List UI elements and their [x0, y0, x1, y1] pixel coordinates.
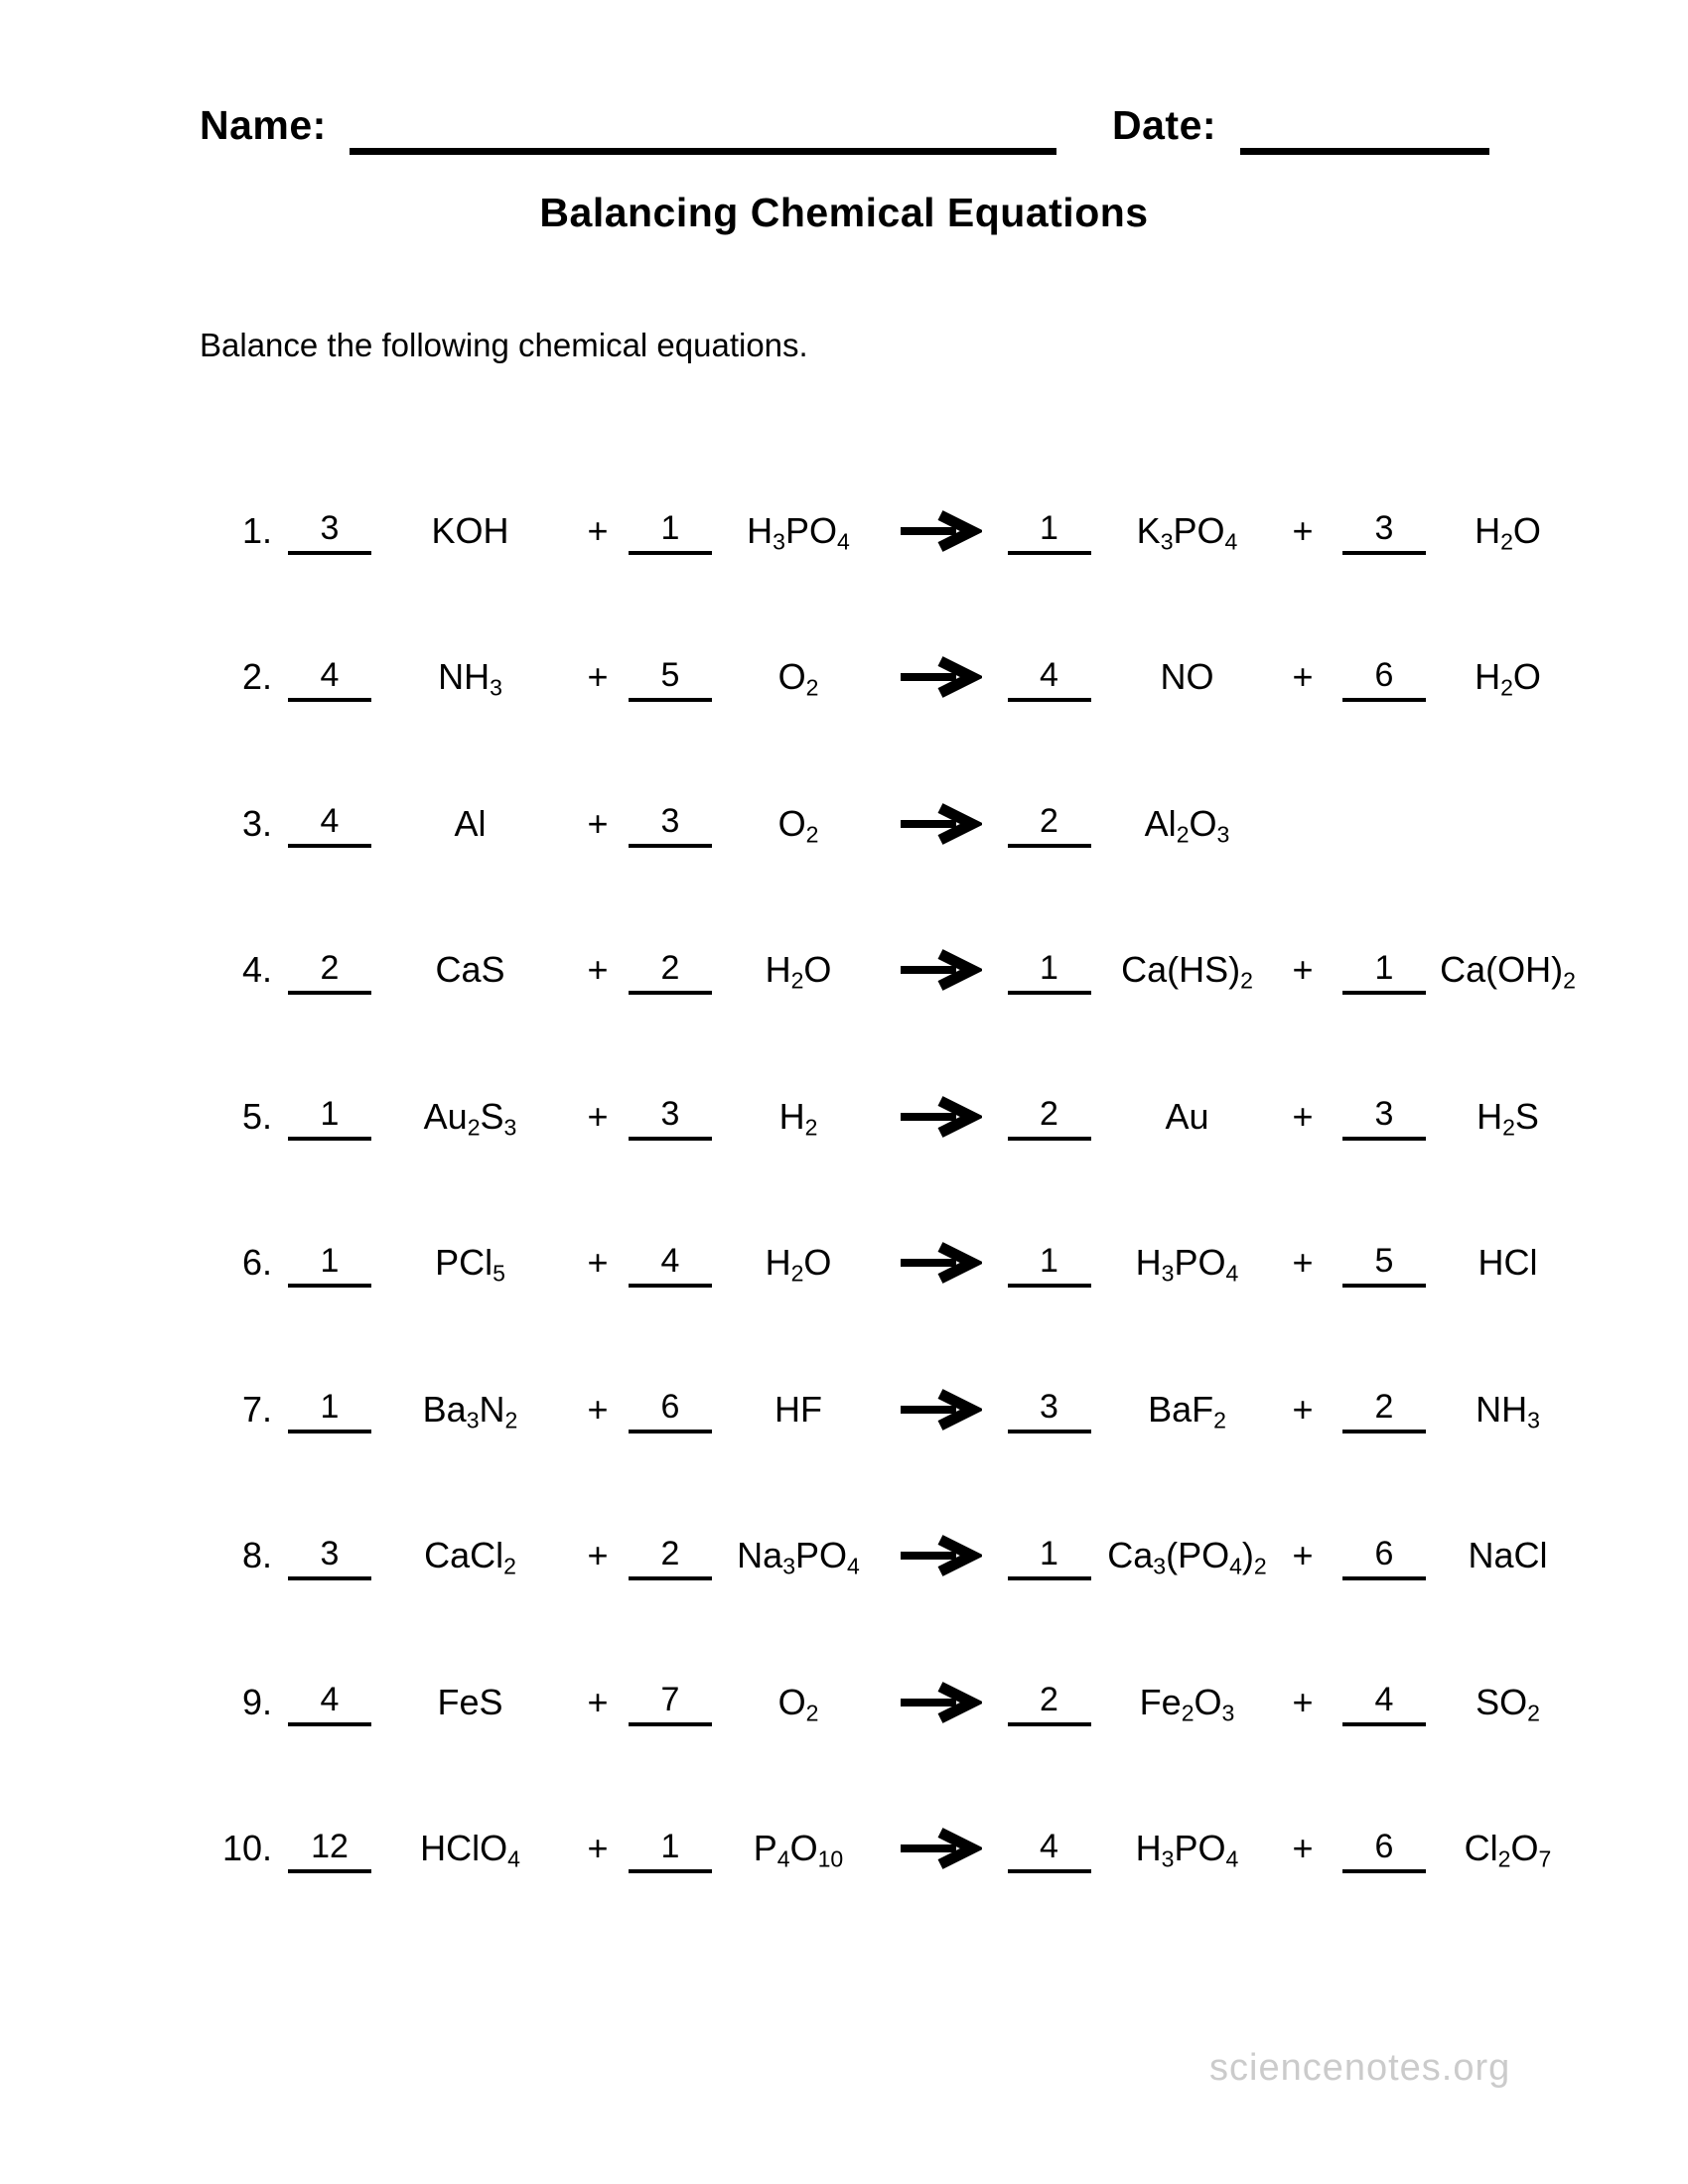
- coefficient-blank[interactable]: 3: [629, 1095, 712, 1141]
- reaction-arrow: [886, 949, 996, 991]
- coefficient-blank[interactable]: 1: [288, 1388, 371, 1433]
- chemical-formula: $NH_3$: [1476, 1388, 1540, 1433]
- coefficient-blank[interactable]: 1: [288, 1095, 371, 1141]
- coefficient-blank[interactable]: 2: [629, 949, 712, 995]
- coefficient-blank[interactable]: 4: [1008, 1828, 1091, 1873]
- equation-number: 1.: [241, 509, 272, 551]
- reaction-arrow: [886, 656, 996, 698]
- plus-sign: +: [587, 1095, 609, 1137]
- coefficient-blank[interactable]: 6: [1342, 1535, 1426, 1580]
- equation-row: [199, 1629, 1581, 1776]
- coefficient-blank[interactable]: 1: [1008, 1535, 1091, 1580]
- chemical-formula: $Na_3PO_4$: [737, 1535, 860, 1579]
- chemical-formula: PCl$_5$: [435, 1242, 505, 1287]
- coefficient-blank[interactable]: 6: [1342, 1828, 1426, 1873]
- chemical-formula: $Ba_3N_2$: [422, 1388, 518, 1433]
- plus-sign: +: [1292, 1535, 1314, 1576]
- date-input-line[interactable]: [1240, 109, 1489, 155]
- reaction-arrow: [886, 1389, 996, 1431]
- plus-sign: +: [1292, 1681, 1314, 1722]
- chemical-formula: $NH_3$: [438, 656, 502, 701]
- equations-list: [199, 458, 1581, 1922]
- name-input-line[interactable]: [350, 109, 1056, 155]
- chemical-formula: $H_2O$: [1475, 656, 1541, 701]
- name-label: Name:: [200, 102, 327, 148]
- coefficient-blank[interactable]: 1: [1008, 949, 1091, 995]
- equation-row: [199, 1043, 1581, 1190]
- equation-number: 2.: [241, 656, 272, 698]
- plus-sign: +: [587, 802, 609, 844]
- right-arrow-icon: [901, 803, 982, 845]
- right-arrow-icon: [901, 1828, 982, 1869]
- coefficient-blank[interactable]: 3: [288, 509, 371, 555]
- coefficient-blank[interactable]: 4: [629, 1242, 712, 1288]
- right-arrow-icon: [901, 1096, 982, 1138]
- coefficient-blank[interactable]: 3: [1342, 1095, 1426, 1141]
- equation-row: [199, 605, 1581, 751]
- chemical-formula: $H_2O$: [765, 949, 832, 994]
- coefficient-blank[interactable]: 4: [288, 656, 371, 702]
- chemical-formula: $H_3PO_4$: [1135, 1828, 1239, 1872]
- equation-number: 10.: [221, 1828, 272, 1869]
- equation-number: 8.: [241, 1535, 272, 1576]
- coefficient-blank[interactable]: 1: [1342, 949, 1426, 995]
- reaction-arrow: [886, 1828, 996, 1869]
- coefficient-blank[interactable]: 4: [1008, 656, 1091, 702]
- chemical-formula: NO: [1160, 656, 1214, 698]
- equation-row: [199, 458, 1581, 605]
- equation-number: 6.: [241, 1242, 272, 1284]
- coefficient-blank[interactable]: 12: [288, 1828, 371, 1873]
- chemical-formula: $Ca_3(PO_4)_2$: [1107, 1535, 1267, 1579]
- chemical-formula: KOH: [431, 509, 509, 551]
- chemical-formula: BaF$_2$: [1148, 1388, 1226, 1433]
- equation-number: 9.: [241, 1681, 272, 1722]
- date-label: Date:: [1112, 102, 1217, 148]
- equation-number: 3.: [241, 802, 272, 844]
- chemical-formula: HClO$_4$: [420, 1828, 520, 1872]
- equation-number: 5.: [241, 1095, 272, 1137]
- coefficient-blank[interactable]: 2: [1008, 802, 1091, 848]
- chemical-formula: CaS: [435, 949, 505, 991]
- chemical-formula: $O_2$: [777, 802, 819, 848]
- coefficient-blank[interactable]: 4: [288, 1681, 371, 1726]
- plus-sign: +: [1292, 1828, 1314, 1869]
- plus-sign: +: [587, 1535, 609, 1576]
- coefficient-blank[interactable]: 2: [629, 1535, 712, 1580]
- plus-sign: +: [587, 656, 609, 698]
- chemical-formula: $Al_2O_3$: [1144, 802, 1230, 848]
- right-arrow-icon: [901, 1682, 982, 1723]
- reaction-arrow: [886, 803, 996, 845]
- coefficient-blank[interactable]: 2: [288, 949, 371, 995]
- plus-sign: +: [587, 949, 609, 991]
- equation-number: 7.: [241, 1388, 272, 1430]
- plus-sign: +: [587, 509, 609, 551]
- equation-row: [199, 1483, 1581, 1630]
- coefficient-blank[interactable]: 1: [629, 509, 712, 555]
- plus-sign: +: [1292, 949, 1314, 991]
- coefficient-blank[interactable]: 2: [1342, 1388, 1426, 1433]
- coefficient-blank[interactable]: 2: [1008, 1681, 1091, 1726]
- coefficient-blank[interactable]: 7: [629, 1681, 712, 1726]
- chemical-formula: FeS: [437, 1681, 503, 1722]
- chemical-formula: $O_2$: [777, 656, 819, 701]
- plus-sign: +: [1292, 509, 1314, 551]
- chemical-formula: $K_3PO_4$: [1136, 509, 1238, 555]
- right-arrow-icon: [901, 949, 982, 991]
- coefficient-blank[interactable]: 2: [1008, 1095, 1091, 1141]
- plus-sign: +: [587, 1388, 609, 1430]
- chemical-formula: $P_4O_{10}$: [753, 1828, 844, 1872]
- chemical-formula: Al: [454, 802, 487, 844]
- coefficient-blank[interactable]: 4: [1342, 1681, 1426, 1726]
- plus-sign: +: [587, 1828, 609, 1869]
- chemical-formula: $H_3PO_4$: [1135, 1242, 1239, 1287]
- coefficient-blank[interactable]: 6: [1342, 656, 1426, 702]
- right-arrow-icon: [901, 1535, 982, 1576]
- equation-row: [199, 1190, 1581, 1337]
- coefficient-blank[interactable]: 1: [288, 1242, 371, 1288]
- chemical-formula: $H_3PO_4$: [747, 509, 850, 555]
- plus-sign: +: [1292, 656, 1314, 698]
- coefficient-blank[interactable]: 3: [1342, 509, 1426, 555]
- right-arrow-icon: [901, 1389, 982, 1431]
- equation-row: [199, 1336, 1581, 1483]
- right-arrow-icon: [901, 656, 982, 698]
- coefficient-blank[interactable]: 3: [1008, 1388, 1091, 1433]
- chemical-formula: HF: [774, 1388, 822, 1430]
- chemical-formula: CaCl$_2$: [424, 1535, 516, 1579]
- equation-number: 4.: [241, 949, 272, 991]
- chemical-formula: $Au_2S_3$: [423, 1095, 517, 1141]
- chemical-formula: $Ca(OH)_2$: [1440, 949, 1576, 994]
- chemical-formula: $Fe_2O_3$: [1139, 1681, 1235, 1726]
- right-arrow-icon: [901, 1242, 982, 1284]
- plus-sign: +: [1292, 1388, 1314, 1430]
- chemical-formula: $H_2O$: [1475, 509, 1541, 555]
- reaction-arrow: [886, 1535, 996, 1576]
- chemical-formula: $O_2$: [777, 1681, 819, 1726]
- reaction-arrow: [886, 510, 996, 552]
- equation-row: [199, 1776, 1581, 1923]
- coefficient-blank[interactable]: 6: [629, 1388, 712, 1433]
- page-title: Balancing Chemical Equations: [539, 190, 1149, 235]
- chemical-formula: $SO_2$: [1476, 1681, 1540, 1726]
- coefficient-blank[interactable]: 5: [1342, 1242, 1426, 1288]
- coefficient-blank[interactable]: 3: [629, 802, 712, 848]
- reaction-arrow: [886, 1682, 996, 1723]
- equation-row: [199, 751, 1581, 897]
- coefficient-blank[interactable]: 1: [629, 1828, 712, 1873]
- coefficient-blank[interactable]: 5: [629, 656, 712, 702]
- chemical-formula: NaCl: [1468, 1535, 1548, 1576]
- plus-sign: +: [1292, 1095, 1314, 1137]
- watermark-text: sciencenotes.org: [1209, 2047, 1511, 2089]
- chemical-formula: HCl: [1477, 1242, 1538, 1284]
- chemical-formula: $Ca(HS)_2$: [1121, 949, 1253, 994]
- chemical-formula: $H_2$: [778, 1095, 818, 1141]
- coefficient-blank[interactable]: 1: [1008, 509, 1091, 555]
- chemical-formula: Au: [1165, 1095, 1209, 1137]
- coefficient-blank[interactable]: 3: [288, 1535, 371, 1580]
- plus-sign: +: [1292, 1242, 1314, 1284]
- chemical-formula: $H_2O$: [765, 1242, 832, 1287]
- plus-sign: +: [587, 1681, 609, 1722]
- coefficient-blank[interactable]: 4: [288, 802, 371, 848]
- instructions-text: Balance the following chemical equations.: [200, 327, 808, 363]
- reaction-arrow: [886, 1096, 996, 1138]
- coefficient-blank[interactable]: 1: [1008, 1242, 1091, 1288]
- chemical-formula: $H_2S$: [1477, 1095, 1539, 1141]
- equation-row: [199, 897, 1581, 1044]
- reaction-arrow: [886, 1242, 996, 1284]
- plus-sign: +: [587, 1242, 609, 1284]
- chemical-formula: $Cl_2O_7$: [1464, 1828, 1552, 1872]
- right-arrow-icon: [901, 510, 982, 552]
